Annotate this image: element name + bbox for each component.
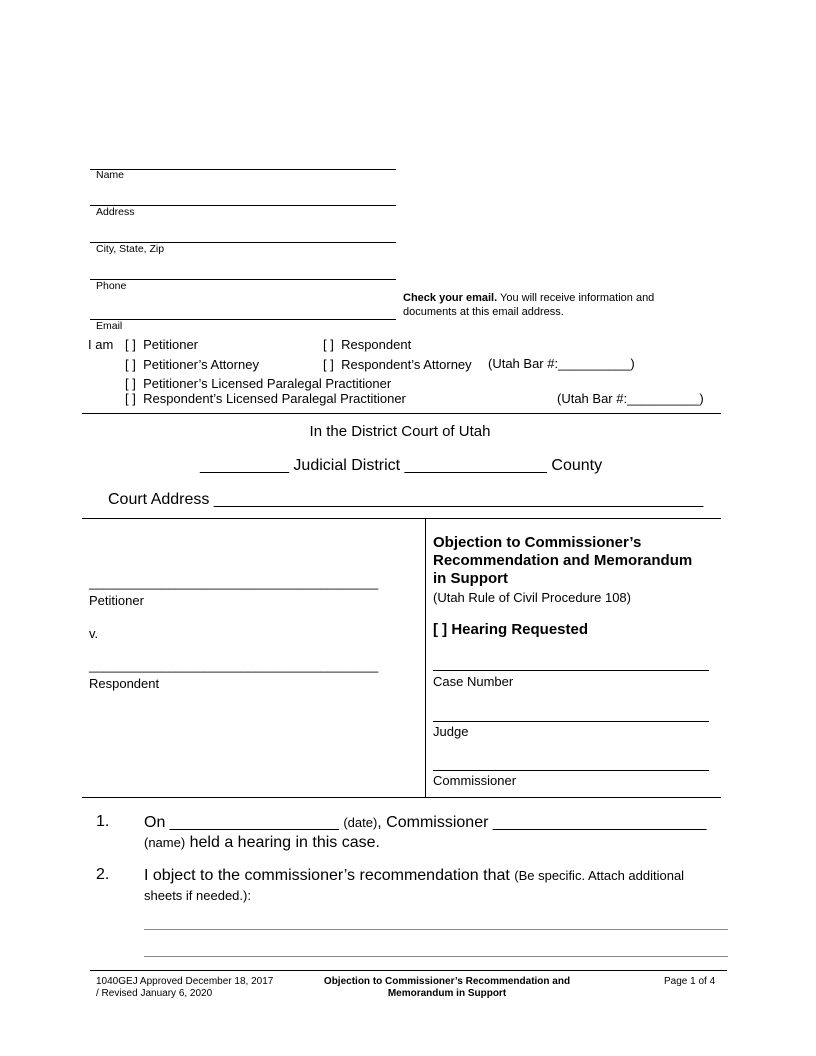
respondent-paralegal-label: Respondent’s Licensed Paralegal Practitioner <box>143 391 406 406</box>
rule-reference: (Utah Rule of Civil Procedure 108) <box>433 590 631 605</box>
caption-bottom-border <box>82 797 721 798</box>
name-line[interactable] <box>90 169 396 170</box>
case-number-line[interactable] <box>433 670 709 671</box>
petitioner-paralegal-label: Petitioner’s Licensed Paralegal Practitioner <box>143 376 392 391</box>
header-divider <box>82 413 721 414</box>
commissioner-line[interactable] <box>433 770 709 771</box>
caption-center-divider <box>425 518 426 797</box>
i-am-label: I am <box>88 337 114 352</box>
phone-line[interactable] <box>90 279 396 280</box>
petitioner-attorney-label: Petitioner’s Attorney <box>143 357 259 372</box>
footer-title-line1: Objection to Commissioner’s Recommendation and <box>323 976 571 987</box>
email-notice <box>403 291 703 319</box>
address-line[interactable] <box>90 205 396 206</box>
respondent-attorney-label: Respondent’s Attorney <box>341 357 472 372</box>
email-notice-text: You will receive information and <box>497 292 655 304</box>
email-line[interactable] <box>90 319 396 320</box>
city-state-zip-label: City, State, Zip <box>96 243 165 255</box>
item-2-number: 2. <box>96 866 110 883</box>
versus-label: v. <box>89 626 99 641</box>
petitioner-caption-label: Petitioner <box>89 593 144 608</box>
email-notice-line2: documents at this email address. <box>403 306 564 318</box>
item-1-date-blank[interactable]: On ___________________ <box>144 814 344 831</box>
caption-top-border <box>82 518 721 519</box>
petitioner-name-line[interactable]: ________________________________________ <box>89 575 379 590</box>
item-1-number: 1. <box>96 813 110 830</box>
email-notice-bold: Check your email. <box>403 292 498 304</box>
respondent-paralegal-checkbox[interactable]: [ ] <box>125 391 136 406</box>
item-2-text <box>144 866 684 906</box>
item-1-hearing-text: held a hearing in this case. <box>185 834 380 851</box>
footer-divider <box>90 970 727 971</box>
judge-line[interactable] <box>433 721 709 722</box>
document-title-line1: Objection to Commissioner’s <box>433 534 642 551</box>
name-label: Name <box>96 169 125 181</box>
objection-answer-line-2[interactable] <box>144 956 728 957</box>
petitioner-attorney-checkbox[interactable]: [ ] <box>125 357 136 372</box>
document-title <box>433 534 692 588</box>
respondent-checkbox[interactable]: [ ] <box>323 337 334 352</box>
email-label: Email <box>96 320 123 332</box>
item-2-instruction: (Be specific. Attach additional <box>514 868 685 883</box>
role-respondent-attorney[interactable] <box>323 357 472 372</box>
role-respondent[interactable] <box>323 337 411 352</box>
petitioner-checkbox[interactable]: [ ] <box>125 337 136 352</box>
respondent-attorney-checkbox[interactable]: [ ] <box>323 357 334 372</box>
address-label: Address <box>96 206 135 218</box>
item-1-date-hint: (date) <box>343 815 378 830</box>
document-title-line3: in Support <box>433 570 508 587</box>
respondent-label: Respondent <box>341 337 412 352</box>
footer-revised: / Revised January 6, 2020 <box>96 988 213 999</box>
petitioner-label: Petitioner <box>143 337 198 352</box>
footer-page-number: Page 1 of 4 <box>664 976 716 987</box>
bar-number-2[interactable]: (Utah Bar #:__________) <box>557 391 704 406</box>
role-petitioner[interactable] <box>125 337 198 352</box>
bar-number-1[interactable]: (Utah Bar #:__________) <box>488 356 635 371</box>
item-2-instruction-cont: sheets if needed.): <box>144 888 251 903</box>
item-1-text <box>144 813 706 853</box>
footer-approved: 1040GEJ Approved December 18, 2017 <box>96 976 274 987</box>
role-respondent-paralegal[interactable] <box>125 391 406 406</box>
footer-title-line2: Memorandum in Support <box>387 988 507 999</box>
role-petitioner-attorney[interactable] <box>125 357 259 372</box>
judge-label: Judge <box>433 724 469 739</box>
respondent-name-line[interactable]: ________________________________________ <box>89 658 379 673</box>
petitioner-paralegal-checkbox[interactable]: [ ] <box>125 376 136 391</box>
phone-label: Phone <box>96 280 127 292</box>
court-address-line[interactable]: Court Address _______________________________________________________ <box>108 491 704 508</box>
commissioner-label: Commissioner <box>433 773 517 788</box>
document-title-line2: Recommendation and Memorandum <box>433 552 693 569</box>
item-2-objection-text: I object to the commissioner’s recommendation that <box>144 867 515 884</box>
footer-title <box>300 976 594 1000</box>
objection-answer-line-1[interactable] <box>144 929 728 930</box>
hearing-requested-checkbox[interactable]: [ ] Hearing Requested <box>433 621 589 638</box>
role-petitioner-paralegal[interactable] <box>125 376 391 391</box>
item-1-commissioner-blank[interactable]: , Commissioner ________________________ <box>377 814 707 831</box>
respondent-caption-label: Respondent <box>89 676 160 691</box>
court-title: In the District Court of Utah <box>309 423 491 440</box>
case-number-label: Case Number <box>433 674 514 689</box>
footer-form-id <box>96 976 273 1000</box>
item-1-name-hint: (name) <box>144 835 186 850</box>
judicial-district-line[interactable]: __________ Judicial District ________________ County <box>200 457 603 474</box>
